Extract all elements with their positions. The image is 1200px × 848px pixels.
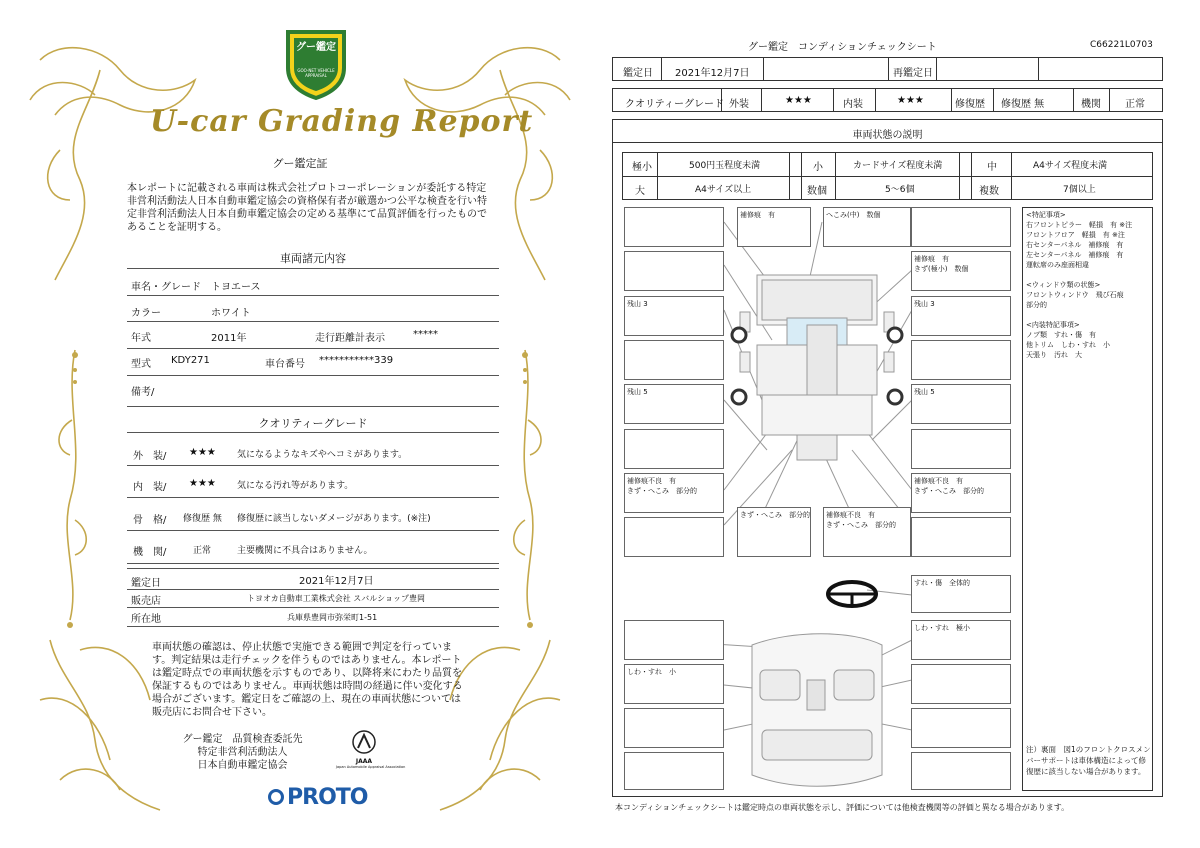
footer-line-3: 日本自動車鑑定協会 — [197, 760, 288, 771]
legend-desc-0: 500円玉程度未満 — [689, 161, 761, 171]
box-r1 — [911, 207, 1011, 247]
box-l9 — [624, 620, 724, 660]
exterior-label: 外 装/ — [133, 451, 167, 462]
box-l2 — [624, 251, 724, 291]
grade-row-frame — [127, 498, 499, 531]
info-row-date — [127, 568, 499, 590]
engine-value: 正常 — [193, 546, 212, 556]
certificate-note: 車両状態の確認は、停止状態で実施できる範囲で判定を行っています。判定結果は走行チェックを伴うものではありません。本レポートは鑑定時点での車両状態を示すものであり、以降将来にわたり品質を保証するものではありません。車両状態は時間の経過に伴い変化する場合がございます。鑑定日をご確認の上、現在の車両状態については販売店にお問合せ下さい。 — [152, 642, 463, 718]
steering-wheel-icon — [828, 582, 876, 606]
footer-line-2: 特定非営利活動法人 — [197, 747, 288, 758]
box-steering: すれ・傷 全体的 — [911, 575, 1011, 613]
jaaa-subtext: Japan Automobile Appraisal Association — [336, 765, 406, 769]
certificate-body: 本レポートに記載される車両は株式会社プロトコーポレーションが委託する特定非営利活動法人日本自動車鑑定協会の資格保有者が厳選かつ公平な検査を行い特定非営利活動法人日本自動車鑑定協会の定める基準にて品質評価を行ったものであることを証明する。 — [127, 183, 487, 233]
legend-title: 車両状態の説明 — [852, 130, 923, 141]
sheet-code: C66221L0703 — [1090, 40, 1153, 50]
box-r8 — [911, 517, 1011, 557]
frame-label: 骨 格/ — [133, 515, 167, 526]
grade-title: クオリティーグレード — [258, 417, 368, 430]
interior-label: 内 装/ — [133, 482, 167, 493]
legend-label-0: 極小 — [632, 162, 652, 173]
legend-desc-2: A4サイズ程度未満 — [1033, 161, 1108, 171]
car-name-label: 車名・グレード — [131, 282, 201, 293]
legend-label-2: 中 — [987, 162, 997, 173]
sheet-engine-value: 正常 — [1125, 99, 1145, 110]
goo-appraisal-emblem — [284, 28, 348, 100]
legend-label-3: 大 — [635, 186, 645, 197]
certificate-footer — [170, 733, 315, 772]
proto-q-icon — [268, 789, 284, 805]
year-label: 年式 — [131, 333, 151, 344]
box-l4 — [624, 340, 724, 380]
sheet-interior-value: ★★★ — [897, 95, 924, 106]
box-tread-rr: 残山 5 — [911, 384, 1011, 424]
spec-row-car-name — [127, 268, 499, 296]
box-interior-right: しわ・すれ 極小 — [911, 620, 1011, 660]
spec-row-model — [127, 349, 499, 376]
box-tread-rl: 残山 5 — [624, 384, 724, 424]
box-l12 — [624, 752, 724, 790]
box-r11 — [911, 664, 1011, 704]
certificate-title: グー鑑定証 — [272, 157, 328, 170]
legend-title-bar — [612, 119, 1163, 143]
mileage-label: 走行距離計表示 — [315, 333, 385, 344]
jaaa-logo — [336, 730, 406, 770]
chassis-label: 車台番号 — [265, 359, 305, 370]
date-value: 2021年12月7日 — [299, 576, 374, 587]
sheet-date-value: 2021年12月7日 — [675, 68, 750, 79]
sheet-exterior-label: 外装 — [729, 99, 749, 110]
box-bottom-mid1: きず・へこみ 部分的 — [737, 507, 811, 557]
emblem-text: グー鑑定 — [296, 42, 336, 53]
proto-logo — [268, 785, 367, 810]
grade-row-engine — [127, 531, 499, 564]
remarks-label: 備考/ — [131, 387, 155, 398]
legend-desc-1: カードサイズ程度未満 — [853, 161, 943, 171]
sheet-exterior-value: ★★★ — [785, 95, 812, 106]
footnote: 注）裏面 図1のフロントクロスメンバーサポートは車体構造によって修復歴に該当しない場合があります。 — [1026, 745, 1151, 776]
box-l1 — [624, 207, 724, 247]
box-r-upper: 補修痕 有 きず(極小) 数個 — [911, 251, 1011, 291]
special-notes: <特記事項> 右フロントピラー 軽損 有 ※注 フロントフロア 軽損 有 ※注 右センターパネル 補修痕 有 左センターパネル 補修痕 有 運転席のみ座面相違 <ウィンドウ類の状態> フロントウィンドウ 飛び石痕 部分的 <内装特記事項> ノブ類 すれ・傷 有 他トリム しわ・すれ 小 天張り 汚れ 大 — [1026, 211, 1133, 359]
model-label: 型式 — [131, 359, 151, 370]
report-script-title: U-car Grading Report — [150, 104, 534, 139]
engine-label: 機 関/ — [133, 547, 167, 558]
sheet-engine-label: 機関 — [1081, 99, 1101, 110]
box-rear-right: 補修痕不良 有 きず・へこみ 部分的 — [911, 473, 1011, 513]
chassis-value: ***********339 — [319, 355, 394, 366]
model-value: KDY271 — [171, 355, 210, 366]
sheet-grade-label: クオリティーグレード — [625, 99, 724, 110]
box-l11 — [624, 708, 724, 748]
grade-row-exterior — [127, 432, 499, 466]
specs-title: 車両諸元内容 — [280, 252, 346, 265]
sheet-repair-value: 修復歴 無 — [1001, 99, 1045, 110]
legend-label-4: 数個 — [807, 186, 827, 197]
sheet-interior-label: 内装 — [843, 99, 863, 110]
exterior-desc: 気になるようなキズやヘコミがあります。 — [237, 450, 408, 460]
box-l6 — [624, 429, 724, 469]
condition-check-sheet — [600, 0, 1200, 848]
frame-desc: 修復歴に該当しないダメージがあります。(※注) — [237, 514, 431, 524]
box-tread-fl: 残山 3 — [624, 296, 724, 336]
color-label: カラー — [131, 308, 161, 319]
sheet-title: グー鑑定 コンディションチェックシート — [748, 42, 937, 53]
box-r4 — [911, 340, 1011, 380]
engine-desc: 主要機関に不具合はありません。 — [237, 546, 373, 556]
box-rear-left: 補修痕不良 有 きず・へこみ 部分的 — [624, 473, 724, 513]
legend-grid — [622, 152, 1153, 200]
date-label: 鑑定日 — [131, 578, 161, 589]
sheet-date-label: 鑑定日 — [623, 68, 653, 79]
box-front-right: へこみ(中) 数個 — [823, 207, 911, 247]
spec-row-color — [127, 295, 499, 322]
address-label: 所在地 — [131, 614, 161, 625]
jaaa-name: JAAA — [355, 758, 373, 765]
box-bottom-mid2: 補修痕不良 有 きず・へこみ 部分的 — [823, 507, 911, 557]
reappraisal-label: 再鑑定日 — [893, 68, 933, 79]
proto-logo-text: PROTO — [287, 785, 368, 810]
legend-label-1: 小 — [813, 162, 823, 173]
dealer-label: 販売店 — [131, 596, 161, 607]
footer-line-1: グー鑑定 品質検査委託先 — [182, 734, 303, 745]
date-row — [612, 57, 1163, 81]
interior-desc: 気になる汚れ等があります。 — [237, 481, 354, 491]
color-value: ホワイト — [211, 308, 251, 319]
box-front-left: 補修痕 有 — [737, 207, 811, 247]
box-r12 — [911, 708, 1011, 748]
spec-row-year — [127, 322, 499, 349]
dealer-value: トヨオカ自動車工業株式会社 スバルショップ豊岡 — [247, 594, 425, 603]
emblem-subtext: GOO-NET VEHICLE APPRAISAL — [297, 68, 335, 78]
box-tread-fr: 残山 3 — [911, 296, 1011, 336]
frame-value: 修復歴 無 — [183, 514, 222, 524]
legend-label-5: 複数 — [979, 186, 999, 197]
box-interior-left: しわ・すれ 小 — [624, 664, 724, 704]
address-value: 兵庫県豊岡市弥栄町1-51 — [287, 613, 378, 622]
info-row-dealer — [127, 589, 499, 608]
mileage-value: ***** — [413, 329, 438, 340]
box-r6 — [911, 429, 1011, 469]
spec-row-remarks — [127, 376, 499, 407]
sheet-repair-label: 修復歴 — [955, 99, 985, 110]
grade-row — [612, 88, 1163, 112]
box-l8 — [624, 517, 724, 557]
grade-row-interior — [127, 465, 499, 498]
sheet-bottom-text: 本コンディションチェックシートは鑑定時点の車両状態を示し、評価については他検査機関等の評価と異なる場合があります。 — [615, 803, 1070, 812]
legend-desc-5: 7個以上 — [1063, 185, 1096, 195]
exterior-stars: ★★★ — [189, 447, 216, 458]
legend-desc-4: 5～6個 — [885, 185, 915, 195]
year-value: 2011年 — [211, 333, 247, 344]
box-r13 — [911, 752, 1011, 790]
car-name-value: トヨエース — [211, 282, 261, 293]
jaaa-emblem-icon — [351, 730, 377, 754]
interior-stars: ★★★ — [189, 478, 216, 489]
legend-desc-3: A4サイズ以上 — [695, 185, 752, 195]
info-row-address — [127, 608, 499, 627]
